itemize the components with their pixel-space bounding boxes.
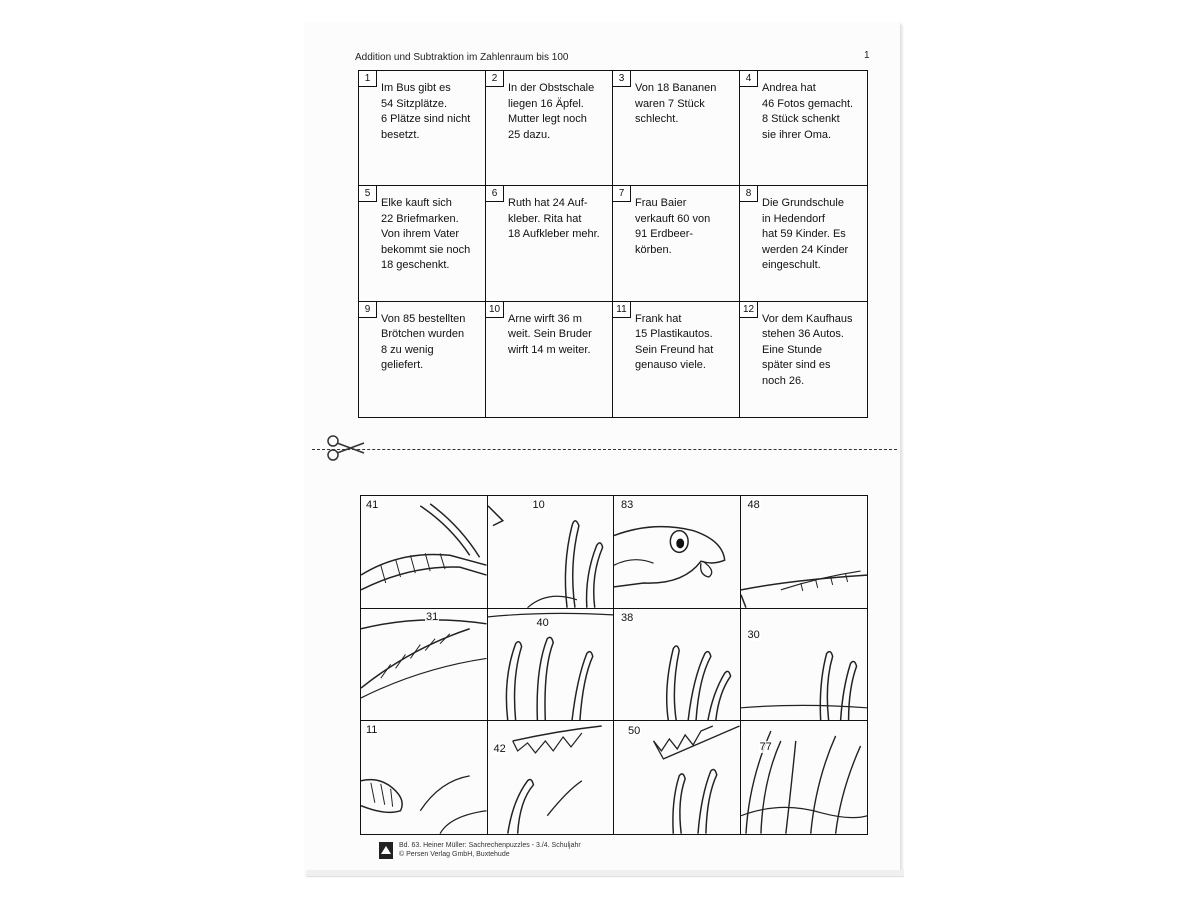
- puzzle-piece[interactable]: [361, 609, 488, 722]
- scissors-icon: [324, 434, 368, 462]
- seaweed-drawing: [741, 609, 868, 721]
- puzzle-piece[interactable]: [741, 609, 868, 722]
- puzzle-picture-grid: [360, 495, 868, 835]
- puzzle-number: 48: [747, 499, 760, 511]
- publisher-logo: [379, 842, 393, 859]
- puzzle-number: 10: [532, 499, 545, 511]
- task-number: 5: [359, 186, 377, 202]
- fin-and-seaweed-drawing: [488, 721, 614, 834]
- seaweed-drawing: [488, 609, 614, 721]
- task-card: [740, 186, 867, 301]
- task-number: 2: [486, 71, 504, 87]
- task-text: Arne wirft 36 m weit. Sein Bruder wirft 14 m weiter.: [508, 312, 592, 356]
- footer-credits: [399, 842, 581, 859]
- puzzle-number: 40: [536, 616, 549, 629]
- puzzle-number: 50: [628, 725, 641, 738]
- task-card: [740, 302, 867, 417]
- task-number: 3: [613, 71, 631, 87]
- task-text: Andrea hat 46 Fotos gemacht. 8 Stück schenkt sie ihrer Oma.: [762, 82, 854, 141]
- task-text: Von 85 bestellten Brötchen wurden 8 zu wenig geliefert.: [381, 312, 466, 372]
- puzzle-number: 11: [366, 724, 378, 737]
- puzzle-piece[interactable]: [614, 721, 741, 834]
- task-text: In der Obstschale liegen 16 Äpfel. Mutter legt noch 25 dazu.: [508, 82, 595, 141]
- task-number: 10: [486, 302, 504, 318]
- puzzle-piece[interactable]: [488, 721, 615, 834]
- task-card: [486, 186, 613, 301]
- task-card-grid: [358, 70, 868, 418]
- worksheet-title: Addition und Subtraktion im Zahlenraum bis 100: [355, 52, 569, 63]
- seagrass-drawing: [741, 721, 868, 834]
- task-text: Im Bus gibt es 54 Sitzplätze. 6 Plätze sind nicht besetzt.: [381, 82, 471, 141]
- page-edge: [306, 870, 904, 877]
- task-card: [613, 302, 740, 417]
- task-number: 6: [486, 186, 504, 202]
- footer-line-1: Bd. 63. Heiner Müller: Sachrechenpuzzles - 3./4. Schuljahr: [399, 842, 581, 849]
- task-text: Frau Baier verkauft 60 von 91 Erdbeer- körben.: [635, 197, 711, 256]
- task-number: 9: [359, 302, 377, 318]
- task-number: 7: [613, 186, 631, 202]
- fish-tail-drawing: [361, 721, 487, 834]
- puzzle-piece[interactable]: [488, 496, 615, 609]
- seaweed-drawing: [488, 496, 614, 608]
- task-text: Elke kauft sich 22 Briefmarken. Von ihrem Vater bekommt sie noch 18 geschenkt.: [381, 197, 471, 272]
- puzzle-number: 31: [426, 610, 439, 623]
- puzzle-number: 41: [366, 499, 379, 511]
- puzzle-piece[interactable]: [614, 496, 741, 609]
- task-number: 11: [613, 302, 631, 318]
- task-number: 1: [359, 71, 377, 87]
- task-card: [486, 71, 613, 186]
- task-number: 12: [740, 302, 758, 318]
- fin-and-seaweed-drawing: [614, 721, 740, 834]
- fish-tail-drawing: [741, 496, 868, 608]
- puzzle-piece[interactable]: [361, 721, 488, 834]
- puzzle-number: 38: [621, 611, 634, 624]
- cut-line: [312, 449, 897, 450]
- fish-fin-drawing: [361, 609, 487, 721]
- puzzle-number: 77: [759, 741, 772, 754]
- seaweed-drawing: [614, 609, 740, 721]
- puzzle-piece[interactable]: [741, 496, 868, 609]
- task-text: Die Grundschule in Hedendorf hat 59 Kinder. Es werden 24 Kinder eingeschult.: [762, 197, 849, 272]
- fish-head-drawing: [614, 496, 740, 608]
- task-number: 4: [740, 71, 758, 87]
- puzzle-number: 42: [493, 743, 506, 756]
- puzzle-piece[interactable]: [741, 721, 868, 834]
- task-text: Vor dem Kaufhaus stehen 36 Autos. Eine Stunde später sind es noch 26.: [762, 312, 853, 387]
- task-card: [486, 302, 613, 417]
- task-card: [359, 186, 486, 301]
- puzzle-piece[interactable]: [361, 496, 488, 609]
- task-text: Von 18 Bananen waren 7 Stück schlecht.: [635, 82, 717, 125]
- task-number: 8: [740, 186, 758, 202]
- footer-line-2: © Persen Verlag GmbH, Buxtehude: [399, 850, 510, 858]
- task-text: Ruth hat 24 Auf- kleber. Rita hat 18 Aufkleber mehr.: [508, 197, 600, 241]
- task-card: [740, 71, 867, 186]
- puzzle-number: 30: [747, 628, 760, 641]
- puzzle-number: 83: [621, 499, 634, 511]
- task-card: [359, 71, 486, 186]
- task-card: [359, 302, 486, 417]
- puzzle-piece[interactable]: [488, 609, 615, 722]
- task-text: Frank hat 15 Plastikautos. Sein Freund hat genauso viele.: [635, 312, 714, 372]
- page-number: 1: [864, 50, 870, 61]
- puzzle-piece[interactable]: [614, 609, 741, 722]
- task-card: [613, 71, 740, 186]
- fish-fin-drawing: [361, 496, 487, 608]
- task-card: [613, 186, 740, 301]
